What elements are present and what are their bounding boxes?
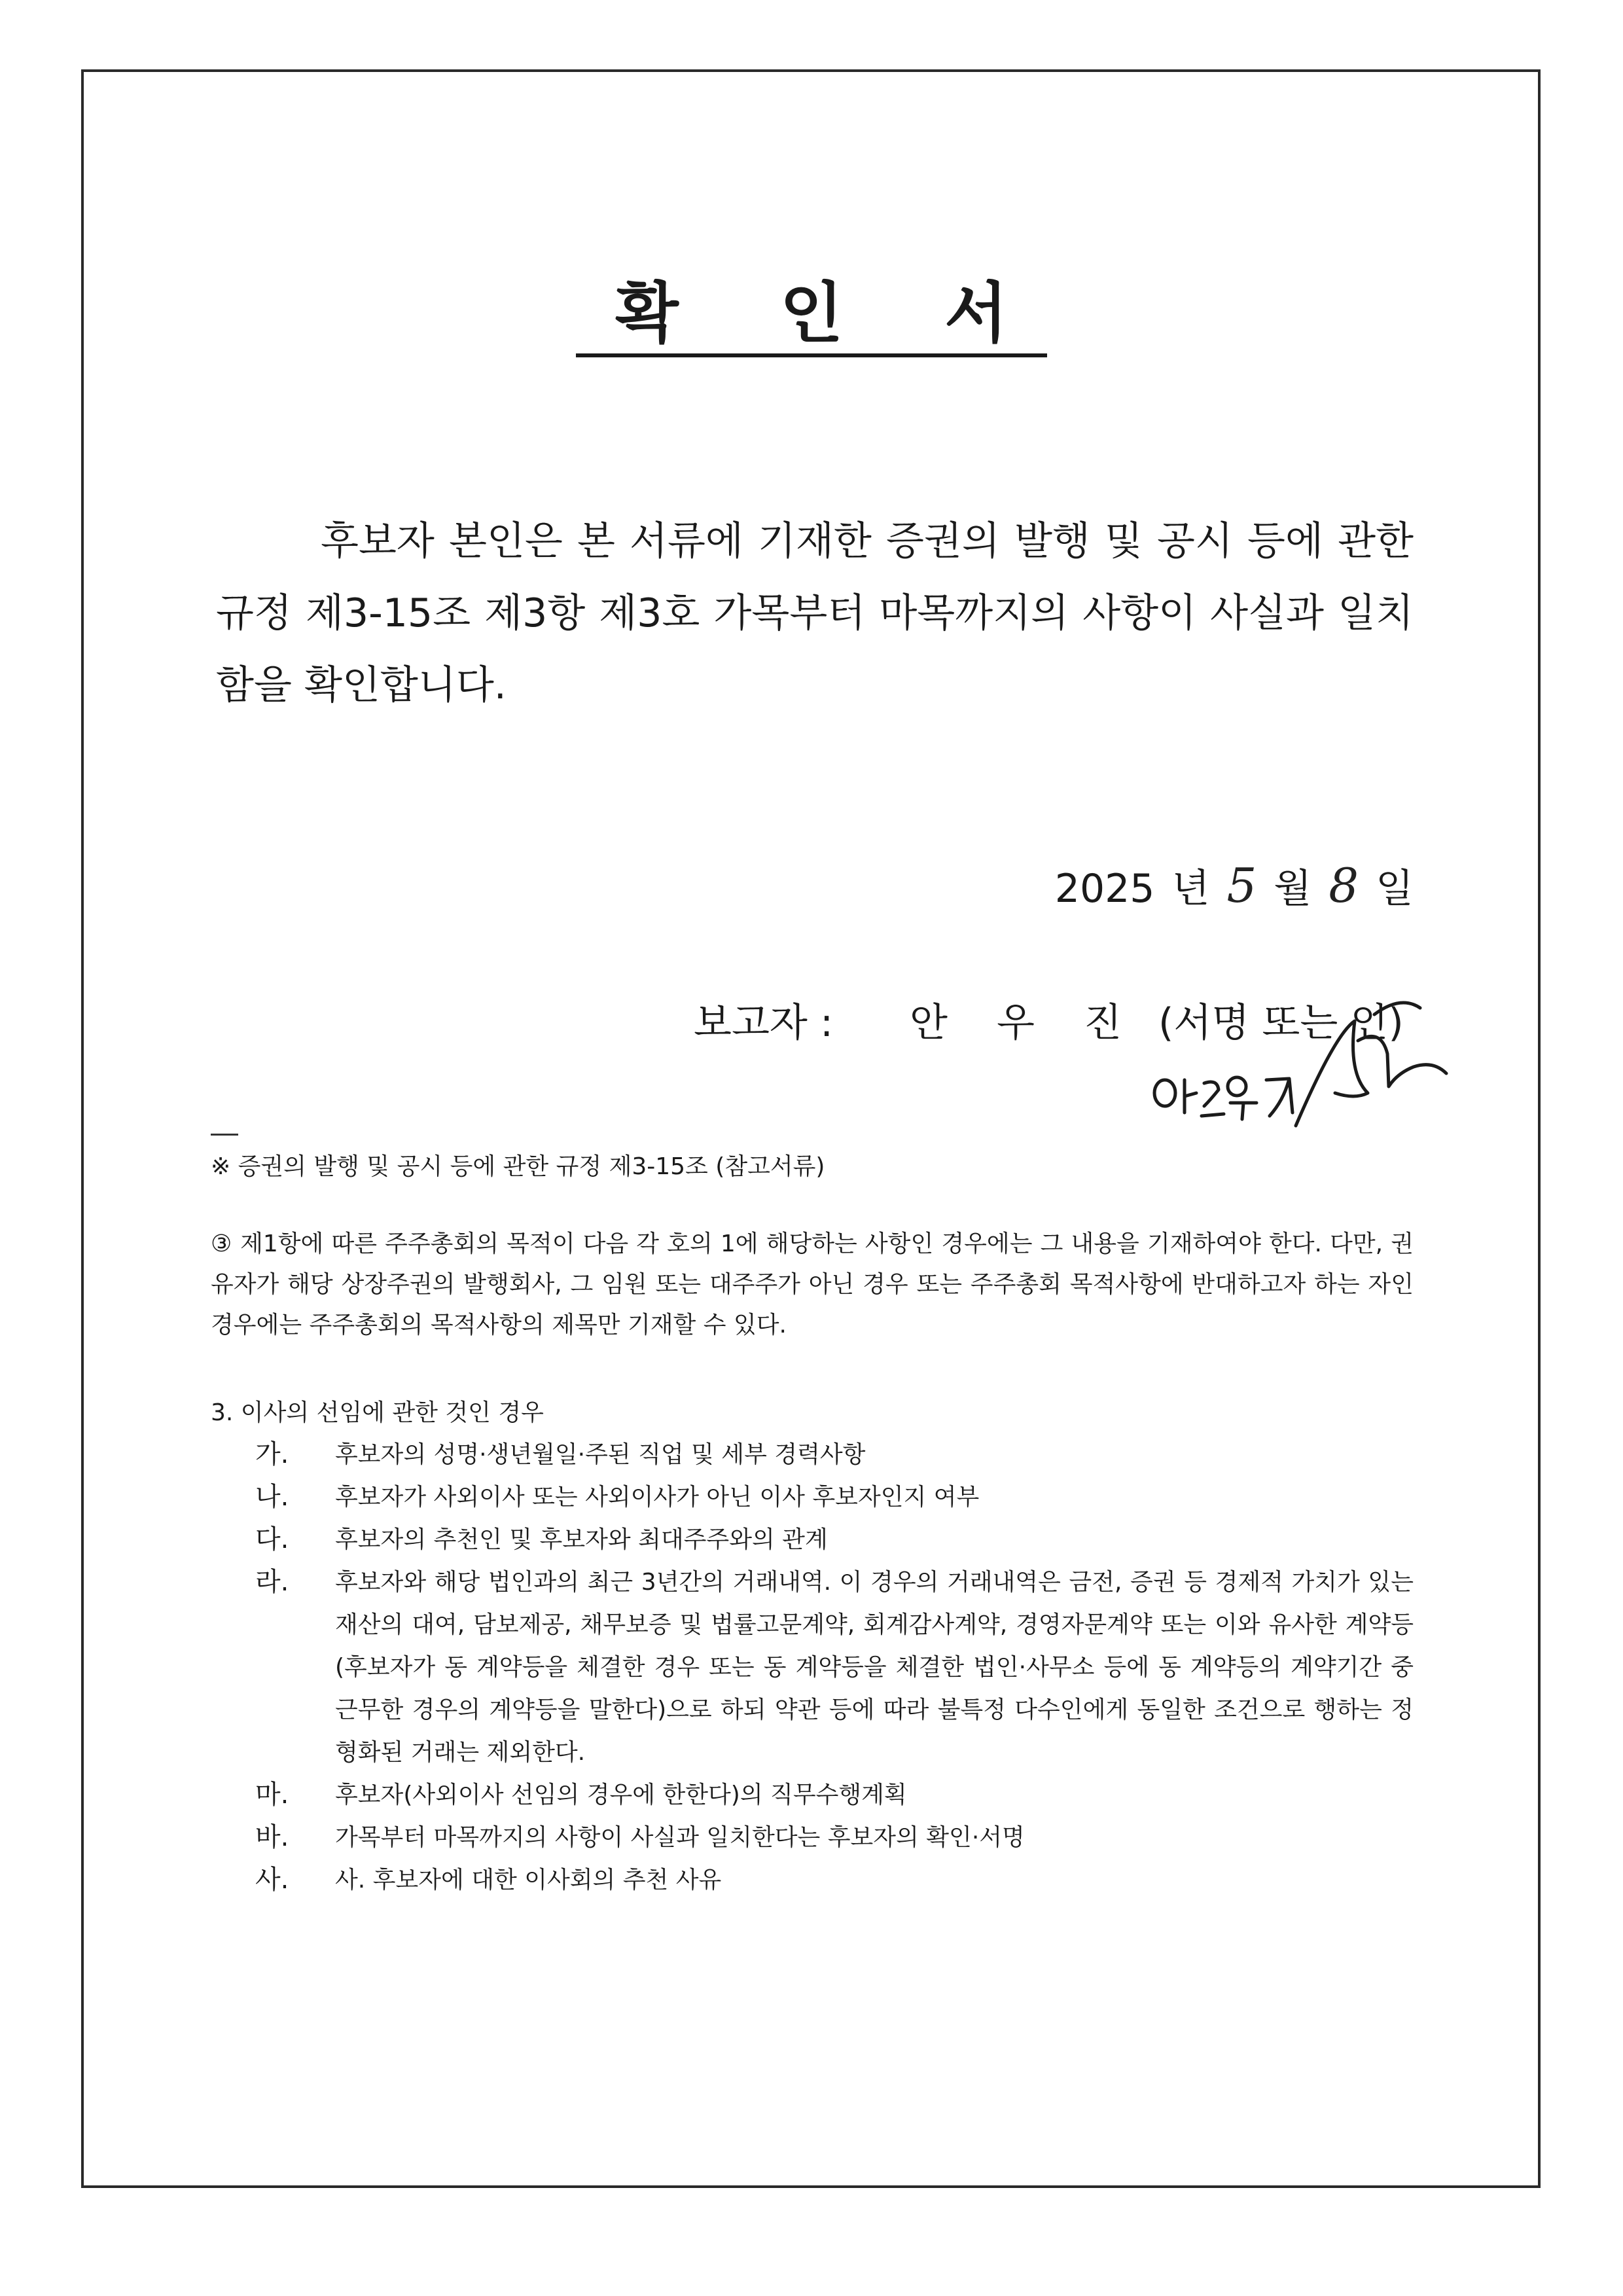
footnote-title: ※ 증권의 발행 및 공시 등에 관한 규정 제3-15조 (참고서류) (211, 1153, 825, 1180)
date-year-unit: 년 (1171, 866, 1210, 912)
handwritten-signature (1139, 995, 1453, 1145)
document-title: 확 인 서 (0, 275, 1623, 357)
footnote-separator (211, 1134, 238, 1136)
sub-item-list (255, 1433, 1414, 1901)
list-item: 가. 후보자의 성명·생년월일·주된 직업 및 세부 경력사항 (255, 1439, 866, 1469)
signature-note: (서명 또는 인) (1158, 1000, 1404, 1046)
footnote-paragraph: ③ 제1항에 따른 주주총회의 목적이 다음 각 호의 1에 해당하는 사항인 경우에는 그 내용을 기재하여야 한다. 다만, 권유자가 해당 상장주권의 발행회사, 그 임원 또는 대주주가 아닌 경우 또는 주주총회 목적사항에 반대하고자 하는 자인 경우에는 주주총회의 목적사항의 제목만 기재할 수 있다. (211, 1230, 1414, 1338)
item-heading: 3. 이사의 선임에 관한 것인 경우 (211, 1399, 544, 1426)
date-month: 5 (1226, 858, 1257, 913)
date-year: 2025 (1054, 866, 1155, 912)
confirmation-statement: 후보자 본인은 본 서류에 기재한 증권의 발행 및 공시 등에 관한 규정 제3-15조 제3항 제3호 가목부터 마목까지의 사항이 사실과 일치함을 확인합니다. (216, 518, 1414, 708)
list-item: 사. 사. 후보자에 대한 이사회의 추천 사유 (255, 1865, 722, 1895)
reporter-label: 보고자 : (694, 1000, 834, 1046)
list-item: 다. 후보자의 추천인 및 후보자와 최대주주와의 관계 (255, 1524, 828, 1554)
reporter-name: 안 우 진 (910, 1000, 1141, 1046)
list-item: 라. 후보자와 해당 법인과의 최근 3년간의 거래내역. 이 경우의 거래내역은 금전, 증권 등 경제적 가치가 있는 재산의 대여, 담보제공, 채무보증 및 법률고문계약, 회계감사계약, 경영자문계약 또는 이와 유사한 계약등(후보자가 동 계약등을 체결한 경우 또는 동 계약등을 체결한 법인·사무소 등에 동 계약등의 계약기간 중 근무한 경우의 계약등을 말한다)으로 하되 약관 등에 따라 불특정 다수인에게 동일한 조건으로 행하는 정형화된 거래는 제외한다. (255, 1567, 1414, 1766)
list-item: 나. 후보자가 사외이사 또는 사외이사가 아닌 이사 후보자인지 여부 (255, 1482, 980, 1512)
date-month-unit: 월 (1274, 866, 1312, 912)
date-day: 8 (1329, 858, 1359, 913)
list-item: 마. 후보자(사외이사 선임의 경우에 한한다)의 직무수행계획 (255, 1780, 907, 1810)
date-line (1055, 857, 1414, 914)
list-item: 바. 가목부터 마목까지의 사항이 사실과 일치한다는 후보자의 확인·서명 (255, 1822, 1025, 1852)
date-day-unit: 일 (1376, 866, 1414, 912)
